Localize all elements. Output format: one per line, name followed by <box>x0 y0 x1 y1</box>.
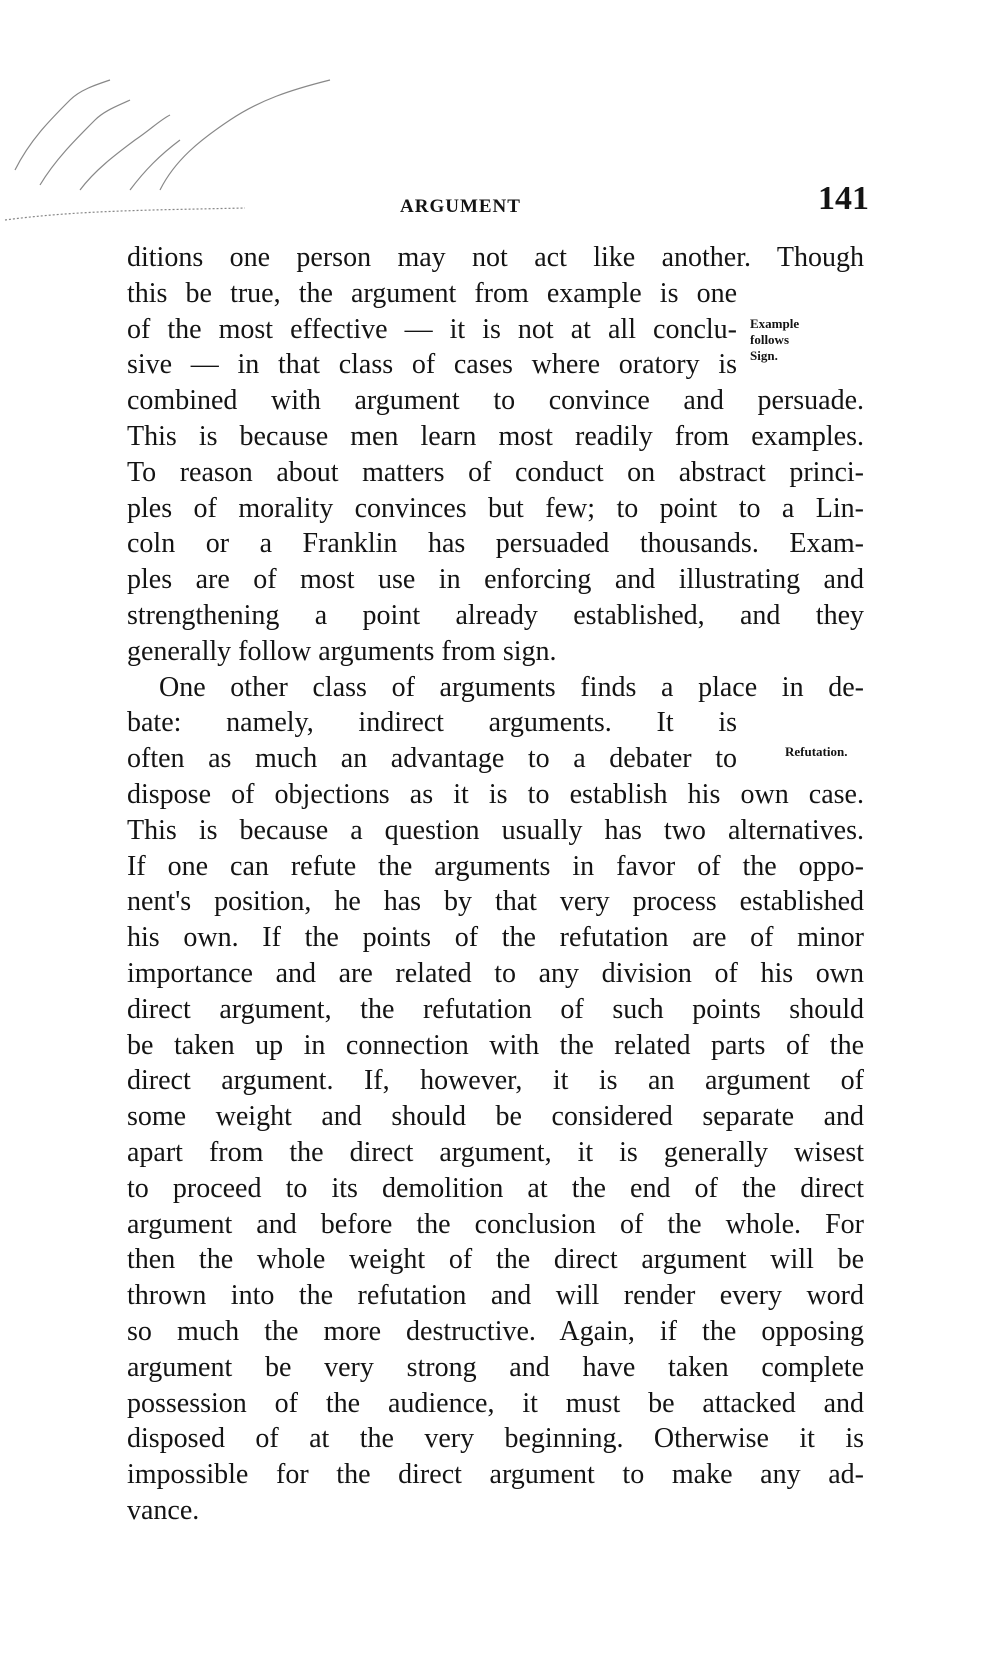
text-line: strengthening a point already established, and they <box>127 599 864 631</box>
handwritten-annotation <box>0 60 380 240</box>
text-line: apart from the direct argument, it is generally wisest <box>127 1136 864 1168</box>
text-line: to proceed to its demolition at the end of the direct <box>127 1172 864 1204</box>
text-line: argument be very strong and have taken complete <box>127 1351 864 1383</box>
text-line: argument and before the conclusion of the whole. For <box>127 1208 864 1240</box>
margin-note-line: Sign. <box>750 348 778 363</box>
running-head: ARGUMENT <box>400 196 521 217</box>
text-line: disposed of at the very beginning. Otherwise it is <box>127 1423 864 1455</box>
margin-note-line: follows <box>750 332 789 347</box>
text-line: impossible for the direct argument to make any ad- <box>127 1459 864 1491</box>
text-line: generally follow arguments from sign. <box>127 635 557 667</box>
text-line: ples are of most use in enforcing and illustrating and <box>127 564 864 596</box>
text-line: bate: namely, indirect arguments. It is <box>127 707 737 739</box>
margin-note-line: Example <box>750 316 800 331</box>
page-number: 141 <box>818 180 869 217</box>
text-line: often as much an advantage to a debater to <box>127 743 737 775</box>
body-text <box>127 240 864 1529</box>
text-line: his own. If the points of the refutation are of minor <box>127 922 864 954</box>
text-line: sive — in that class of cases where oratory is <box>127 349 737 381</box>
text-line: some weight and should be considered separate and <box>127 1101 864 1133</box>
text-line: nent's position, he has by that very process established <box>127 886 864 918</box>
text-line: coln or a Franklin has persuaded thousands. Exam- <box>127 528 864 560</box>
text-line: vance. <box>127 1494 200 1526</box>
text-line: direct argument, the refutation of such points should <box>127 993 864 1025</box>
text-line: One other class of arguments finds a place in de- <box>159 671 864 703</box>
text-line: If one can refute the arguments in favor of the oppo- <box>127 850 864 882</box>
text-line: importance and are related to any division of his own <box>127 957 864 989</box>
margin-note-refutation: Refutation. <box>785 744 848 759</box>
text-line: be taken up in connection with the related parts of the <box>127 1029 864 1061</box>
text-line: To reason about matters of conduct on abstract princi- <box>127 456 864 488</box>
text-line: combined with argument to convince and persuade. <box>127 385 864 417</box>
text-line: this be true, the argument from example is one <box>127 277 737 309</box>
text-line: then the whole weight of the direct argument will be <box>127 1244 864 1276</box>
text-line: direct argument. If, however, it is an argument of <box>127 1065 864 1097</box>
text-line: thrown into the refutation and will render every word <box>127 1280 864 1312</box>
text-line: of the most effective — it is not at all conclu- <box>127 313 737 345</box>
text-line: ples of morality convinces but few; to point to a Lin- <box>127 492 864 524</box>
text-line: possession of the audience, it must be attacked and <box>127 1387 864 1419</box>
text-line: so much the more destructive. Again, if the opposing <box>127 1315 864 1347</box>
text-line: This is because a question usually has two alternatives. <box>127 814 864 846</box>
text-line: dispose of objections as it is to establish his own case. <box>127 778 864 810</box>
text-line: This is because men learn most readily from examples. <box>127 420 864 452</box>
text-line: ditions one person may not act like another. Though <box>127 242 864 273</box>
